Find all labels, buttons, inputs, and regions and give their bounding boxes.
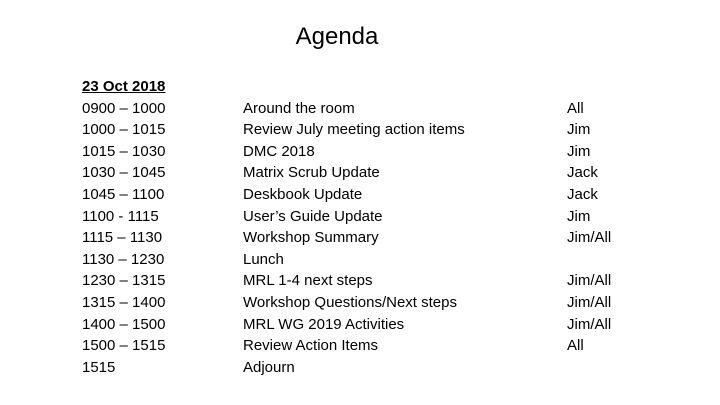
- agenda-time: 1230 – 1315: [82, 272, 166, 290]
- agenda-row: [82, 98, 682, 120]
- agenda-time: 1400 – 1500: [82, 315, 166, 333]
- agenda-list: [82, 76, 682, 378]
- agenda-presenter: Jim: [567, 121, 591, 139]
- agenda-topic: Deskbook Update: [243, 185, 363, 203]
- agenda-time: 1115 – 1130: [82, 229, 163, 247]
- agenda-presenter: Jim/All: [567, 229, 612, 247]
- agenda-presenter: Jim: [567, 207, 591, 225]
- agenda-presenter: Jack: [567, 164, 598, 182]
- agenda-presenter: Jim/All: [567, 293, 612, 311]
- agenda-time: 1130 – 1230: [82, 250, 165, 268]
- agenda-presenter: All: [567, 99, 584, 117]
- agenda-time: 0900 – 1000: [82, 99, 166, 117]
- agenda-topic: MRL 1-4 next steps: [243, 272, 373, 290]
- agenda-topic: Workshop Questions/Next steps: [243, 293, 457, 311]
- agenda-time: 1015 – 1030: [82, 142, 166, 160]
- agenda-row: [82, 184, 682, 206]
- agenda-row: [82, 249, 682, 271]
- agenda-presenter: Jim/All: [567, 272, 612, 290]
- agenda-time: 1030 – 1045: [82, 164, 166, 182]
- agenda-presenter: Jim/All: [567, 315, 612, 333]
- agenda-row: [82, 119, 682, 141]
- agenda-topic: Review Action Items: [243, 337, 379, 355]
- agenda-time: 1515: [82, 358, 116, 376]
- agenda-row: [82, 227, 682, 249]
- agenda-row: [82, 335, 682, 357]
- slide-title: Agenda: [295, 23, 379, 50]
- agenda-topic: Around the room: [243, 99, 355, 117]
- agenda-presenter: Jack: [567, 185, 598, 203]
- agenda-topic: DMC 2018: [243, 142, 315, 160]
- agenda-topic: Adjourn: [243, 358, 295, 376]
- agenda-row: [82, 357, 682, 379]
- agenda-row: [82, 162, 682, 184]
- agenda-row: [82, 206, 682, 228]
- agenda-presenter: Jim: [567, 142, 591, 160]
- agenda-topic: User’s Guide Update: [243, 207, 383, 225]
- agenda-time: 1100 - 1115: [82, 207, 159, 225]
- agenda-row: [82, 314, 682, 336]
- agenda-topic: Lunch: [243, 250, 284, 268]
- agenda-topic: Review July meeting action items: [243, 121, 465, 139]
- agenda-row: [82, 270, 682, 292]
- agenda-topic: Matrix Scrub Update: [243, 164, 380, 182]
- agenda-time: 1315 – 1400: [82, 293, 166, 311]
- agenda-time: 1500 – 1515: [82, 337, 166, 355]
- agenda-topic: Workshop Summary: [243, 229, 379, 247]
- agenda-topic: MRL WG 2019 Activities: [243, 315, 405, 333]
- agenda-row: [82, 292, 682, 314]
- agenda-time: 1000 – 1015: [82, 121, 166, 139]
- agenda-time: 1045 – 1100: [82, 185, 165, 203]
- agenda-row: [82, 141, 682, 163]
- agenda-presenter: All: [567, 337, 584, 355]
- agenda-date: 23 Oct 2018: [82, 78, 166, 95]
